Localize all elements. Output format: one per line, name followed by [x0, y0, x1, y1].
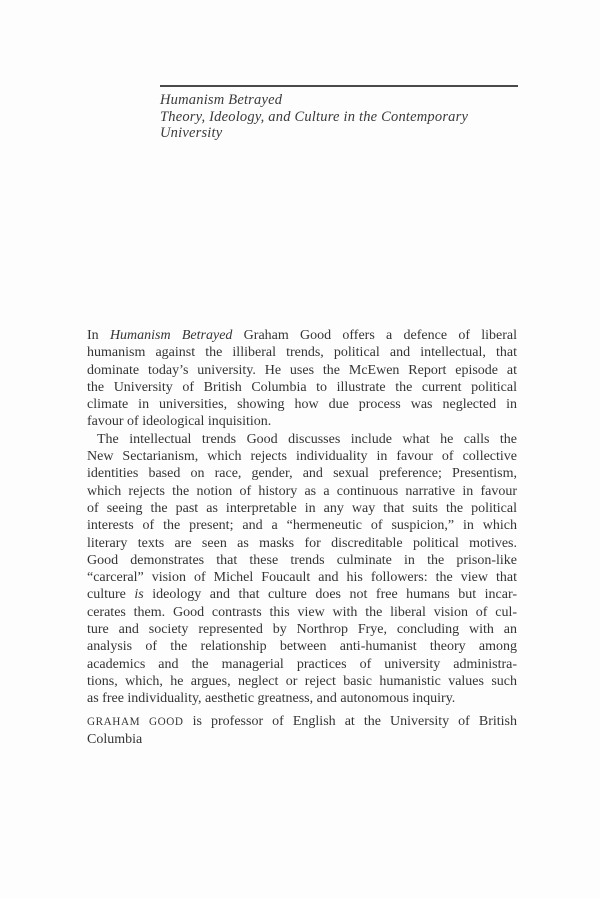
text-line: favour of ideological inquisition. — [87, 414, 272, 430]
text-line: In Humanism Betrayed Graham Good offers a defence of liberal — [87, 328, 518, 343]
title-rule — [160, 85, 518, 87]
text-line: dominate today’s university. He uses the McEwen Report episode at — [87, 362, 517, 378]
text-line: tions, which, he argues, neglect or reject basic humanistic values such — [87, 673, 517, 689]
author-name-smallcaps: GRAHAM GOOD — [87, 716, 184, 728]
text-line: New Sectarianism, which rejects individuality in favour of collective — [87, 449, 517, 465]
text-line: humanism against the illiberal trends, political and intellectual, that — [87, 345, 517, 361]
text-line: Columbia — [87, 732, 143, 748]
text-line: as free individuality, aesthetic greatness, and autonomous inquiry. — [87, 691, 456, 707]
text-line: the University of British Columbia to illustrate the current political — [87, 379, 517, 395]
text-line: “carceral” vision of Michel Foucault and his followers: the view that — [87, 570, 517, 586]
text-line: GRAHAM GOOD is professor of English at the University of British — [87, 714, 517, 729]
text-line: literary texts are seen as masks for discreditable political motives. — [87, 535, 517, 551]
text-line: Good demonstrates that these trends culminate in the prison-like — [87, 552, 517, 568]
text-line: culture is ideology and that culture does not free humans but incar- — [87, 587, 517, 603]
text-line: cerates them. Good contrasts this view with the liberal vision of cul- — [87, 604, 517, 620]
text-line: climate in universities, showing how due process was neglected in — [87, 397, 517, 413]
text-line: of seeing the past as interpretable in any way that suits the political — [87, 500, 517, 516]
text-line: interests of the present; and a “hermeneutic of suspicion,” in which — [87, 518, 517, 534]
author-note — [87, 713, 517, 749]
body-text — [87, 327, 517, 708]
text-line: analysis of the relationship between anti-humanist theory among — [87, 639, 517, 655]
text-line: academics and the managerial practices of university administra- — [87, 656, 517, 672]
text-line: ture and society represented by Northrop Frye, concluding with an — [87, 622, 517, 638]
book-title: Humanism Betrayed — [160, 92, 283, 108]
text-line: identities based on race, gender, and sexual preference; Presentism, — [87, 466, 517, 482]
book-subtitle: Theory, Ideology, and Culture in the Contemporary University — [160, 108, 469, 141]
text-line: which rejects the notion of history as a continuous narrative in favour — [87, 483, 517, 499]
text-line: The intellectual trends Good discusses include what he calls the — [97, 431, 517, 447]
title-block — [160, 85, 518, 142]
